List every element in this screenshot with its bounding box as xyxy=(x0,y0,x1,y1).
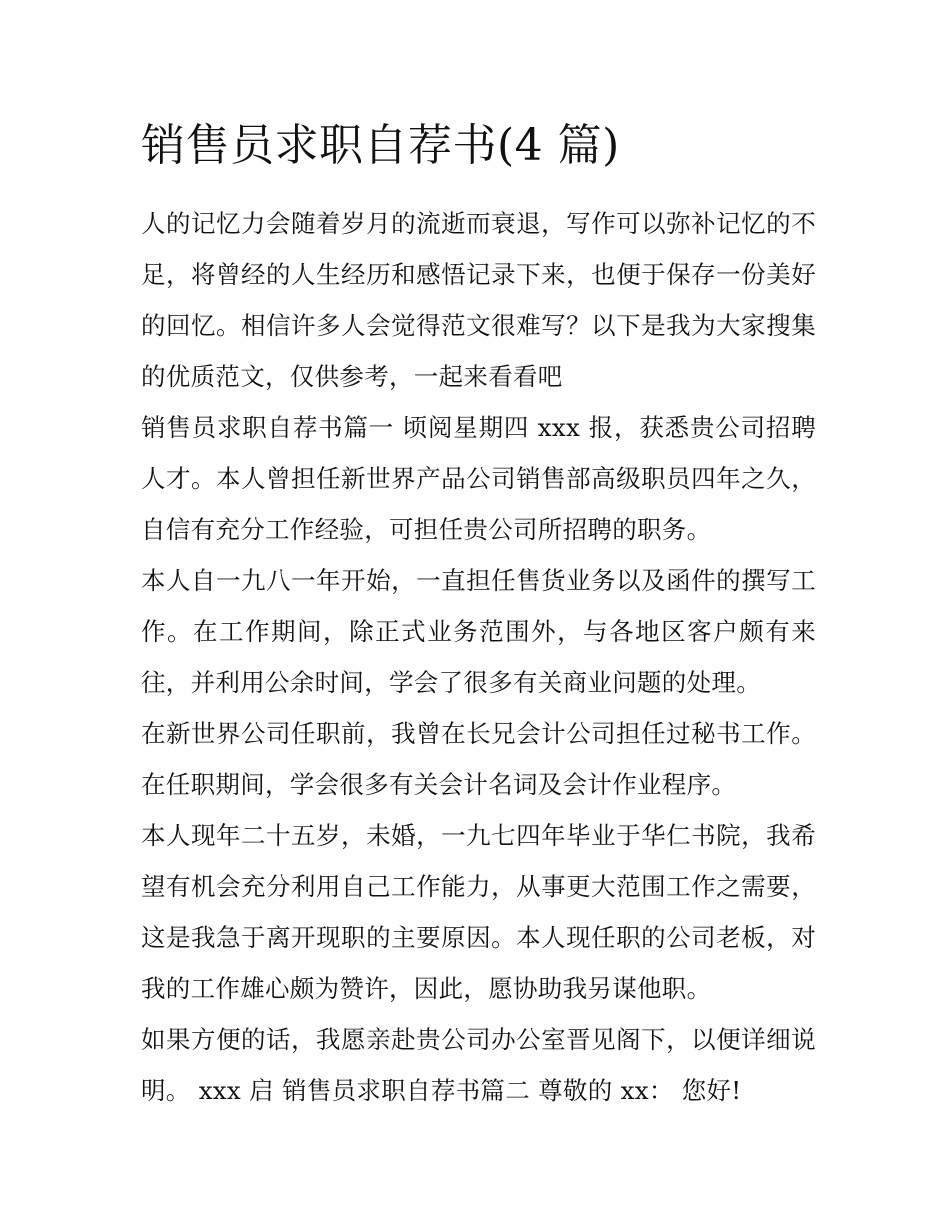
paragraph-letter-one-opening: 销售员求职自荐书篇一 顷阅星期四 xxx 报，获悉贵公司招聘人才。本人曾担任新世界产品公司销售部高级职员四年之久，自信有充分工作经验，可担任贵公司所招聘的职务。 xyxy=(141,413,816,544)
document-title: 销售员求职自荐书(4 篇) xyxy=(141,120,620,171)
paragraph-personal-info: 本人现年二十五岁，未婚，一九七四年毕业于华仁书院，我希望有机会充分利用自己工作能力，从事更大范围工作之需要，这是我急于离开现职的主要原因。本人现任职的公司老板，对我的工作雄心颇为赞许，因此，愿协助我另谋他职。 xyxy=(141,821,816,1003)
paragraph-closing: 如果方便的话，我愿亲赴贵公司办公室晋见阁下，以便详细说明。 xxx 启 销售员求职自荐书篇二 尊敬的 xx： 您好! xyxy=(141,1025,816,1105)
document-body xyxy=(141,198,816,1116)
paragraph-previous-job: 在新世界公司任职前，我曾在长兄会计公司担任过秘书工作。在任职期间，学会很多有关会计名词及会计作业程序。 xyxy=(141,719,816,799)
paragraph-intro: 人的记忆力会随着岁月的流逝而衰退，写作可以弥补记忆的不足，将曾经的人生经历和感悟记录下来，也便于保存一份美好的回忆。相信许多人会觉得范文很难写？以下是我为大家搜集的优质范文，仅供参考，一起来看看吧 xyxy=(141,209,816,391)
paragraph-work-history: 本人自一九八一年开始，一直担任售货业务以及函件的撰写工作。在工作期间，除正式业务范围外，与各地区客户颇有来往，并利用公余时间，学会了很多有关商业问题的处理。 xyxy=(141,566,816,697)
